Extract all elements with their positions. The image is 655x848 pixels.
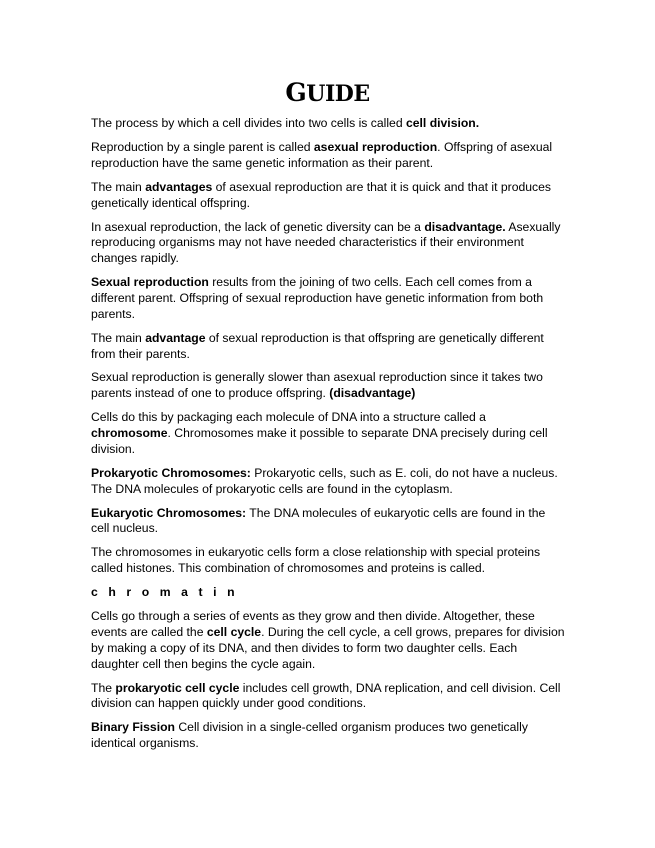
paragraph: Reproduction by a single parent is called asexual reproduction. Offspring of asexual reproduction have the same genetic information as their parent. [91, 139, 553, 170]
paragraph: c h r o m a t i n [91, 585, 239, 600]
paragraph: The main advantage of sexual reproduction is that offspring are genetically different from their parents. [91, 330, 544, 361]
paragraph: Sexual reproduction is generally slower than asexual reproduction since it takes two parents instead of one to produce offspring. (disadvantage) [91, 370, 543, 401]
paragraph: The chromosomes in eukaryotic cells form a close relationship with special proteins called histones. This combination of chromosomes and proteins is called. [91, 545, 541, 576]
paragraph: The process by which a cell divides into two cells is called cell division. [91, 116, 480, 130]
paragraph: Eukaryotic Chromosomes: The DNA molecules of eukaryotic cells are found in the cell nucleus. [91, 505, 546, 536]
document-body [91, 116, 566, 760]
paragraph: Binary Fission Cell division in a single-celled organism produces two genetically identical organisms. [91, 720, 528, 751]
paragraph: Sexual reproduction results from the joining of two cells. Each cell comes from a different parent. Offspring of sexual reproduction have genetic information from both parents. [91, 275, 544, 321]
page-title: GUIDE [285, 78, 370, 107]
paragraph: Cells do this by packaging each molecule of DNA into a structure called a chromosome. Chromosomes make it possible to separate DNA precisely during cell division. [91, 410, 548, 456]
paragraph: Prokaryotic Chromosomes: Prokaryotic cells, such as E. coli, do not have a nucleus. The DNA molecules of prokaryotic cells are found in the cytoplasm. [91, 465, 558, 496]
paragraph: Cells go through a series of events as they grow and then divide. Altogether, these events are called the cell cycle. During the cell cycle, a cell grows, prepares for division by making a copy of its DNA, and then divides to form two daughter cells. Each daughter cell then begins the cycle again. [91, 609, 565, 671]
paragraph: The main advantages of asexual reproduction are that it is quick and that it produces genetically identical offspring. [91, 179, 552, 210]
paragraph: The prokaryotic cell cycle includes cell growth, DNA replication, and cell division. Cell division can happen quickly under good conditions. [91, 680, 561, 711]
paragraph: In asexual reproduction, the lack of genetic diversity can be a disadvantage. Asexually reproducing organisms may not have needed characteristics if their environment changes rapidly. [91, 219, 561, 266]
